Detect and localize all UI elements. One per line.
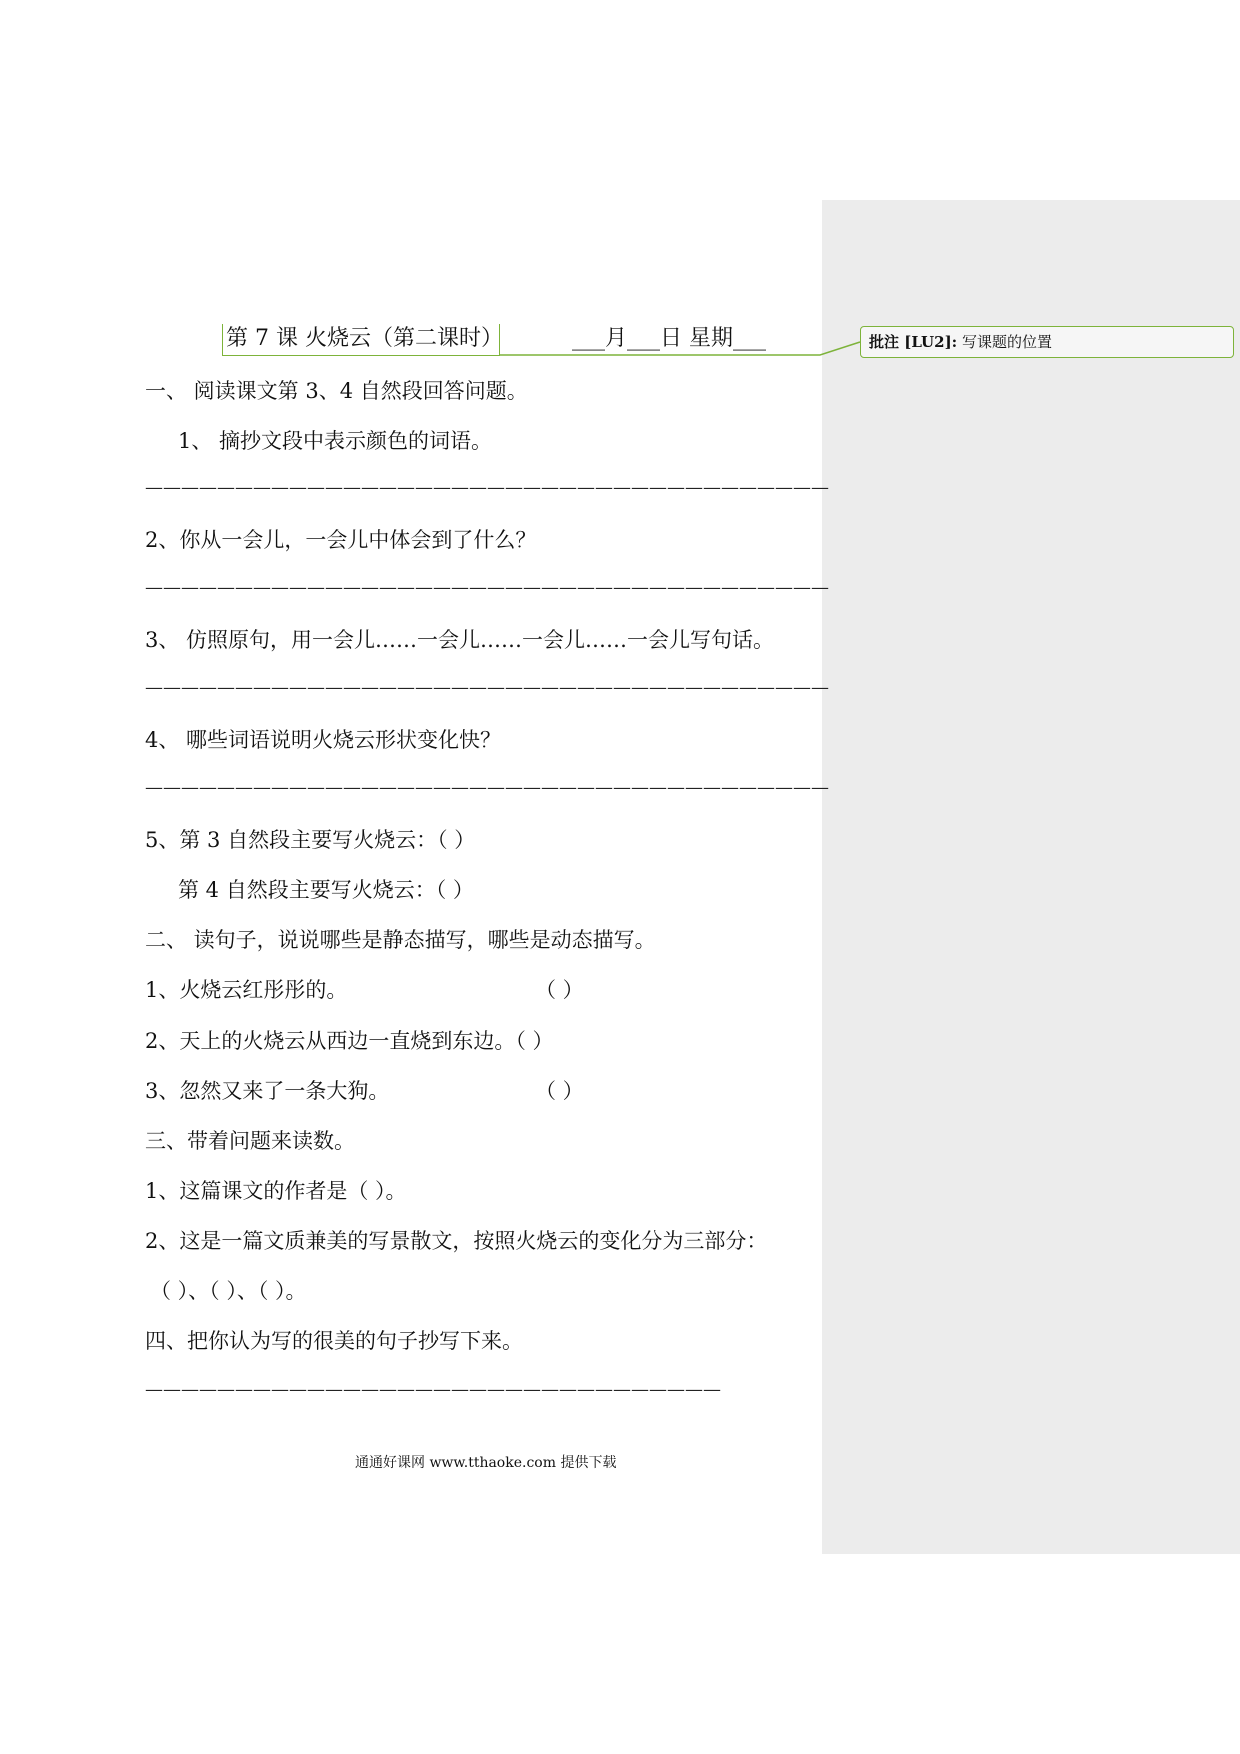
comment-balloon[interactable]	[860, 326, 1234, 358]
section2-s3: 3、忽然又来了一条大狗。	[145, 1079, 390, 1103]
answer-line-2[interactable]: ——————————————————————————————————————	[145, 577, 829, 598]
comment-text: 写课题的位置	[961, 333, 1052, 351]
section1-q1: 1、 摘抄文段中表示颜色的词语。	[178, 429, 493, 453]
answer-line-1[interactable]: ——————————————————————————————————————	[145, 477, 829, 498]
section3-q2-blanks[interactable]: （ ）、（ ）、（ ）。	[150, 1279, 307, 1303]
section2-heading: 二、 读句子，说说哪些是静态描写，哪些是动态描写。	[145, 928, 656, 952]
section3-q2: 2、这是一篇文质兼美的写景散文，按照火烧云的变化分为三部分：	[145, 1229, 768, 1253]
footer-credit: 通通好课网 www.tthaoke.com 提供下载	[355, 1455, 617, 1471]
section4-heading: 四、把你认为写的很美的句子抄写下来。	[145, 1329, 523, 1353]
section1-q4: 4、 哪些词语说明火烧云形状变化快？	[145, 728, 502, 752]
section2-s1: 1、火烧云红彤彤的。	[145, 978, 348, 1002]
section1-q3: 3、 仿照原句，用一会儿……一会儿……一会儿……一会儿写句话。	[145, 628, 775, 652]
section1-heading: 一、 阅读课文第 3、4 自然段回答问题。	[145, 379, 528, 403]
comment-margin-pane	[822, 200, 1240, 1554]
comment-author: 批注 [LU2]:	[869, 333, 958, 351]
answer-line-4[interactable]: ——————————————————————————————————————	[145, 777, 829, 798]
section1-q5a: 5、第 3 自然段主要写火烧云：（ ）	[145, 828, 476, 852]
lesson-title: 第 7 课 火烧云（第二课时）	[226, 326, 503, 351]
section2-s1-paren[interactable]: （ ）	[535, 978, 584, 1002]
section1-q2: 2、你从一会儿，一会儿中体会到了什么？	[145, 528, 537, 552]
answer-line-5[interactable]: ————————————————————————————————	[145, 1379, 721, 1400]
date-field[interactable]: ___月___日 星期___	[572, 326, 766, 351]
section3-heading: 三、带着问题来读数。	[145, 1129, 355, 1153]
section2-s3-paren[interactable]: （ ）	[535, 1079, 584, 1103]
answer-line-3[interactable]: ——————————————————————————————————————	[145, 677, 829, 698]
section1-q5b: 第 4 自然段主要写火烧云：（ ）	[178, 878, 474, 902]
section3-q1: 1、这篇课文的作者是（ ）。	[145, 1179, 407, 1203]
section2-s2: 2、天上的火烧云从西边一直烧到东边。（ ）	[145, 1029, 554, 1053]
